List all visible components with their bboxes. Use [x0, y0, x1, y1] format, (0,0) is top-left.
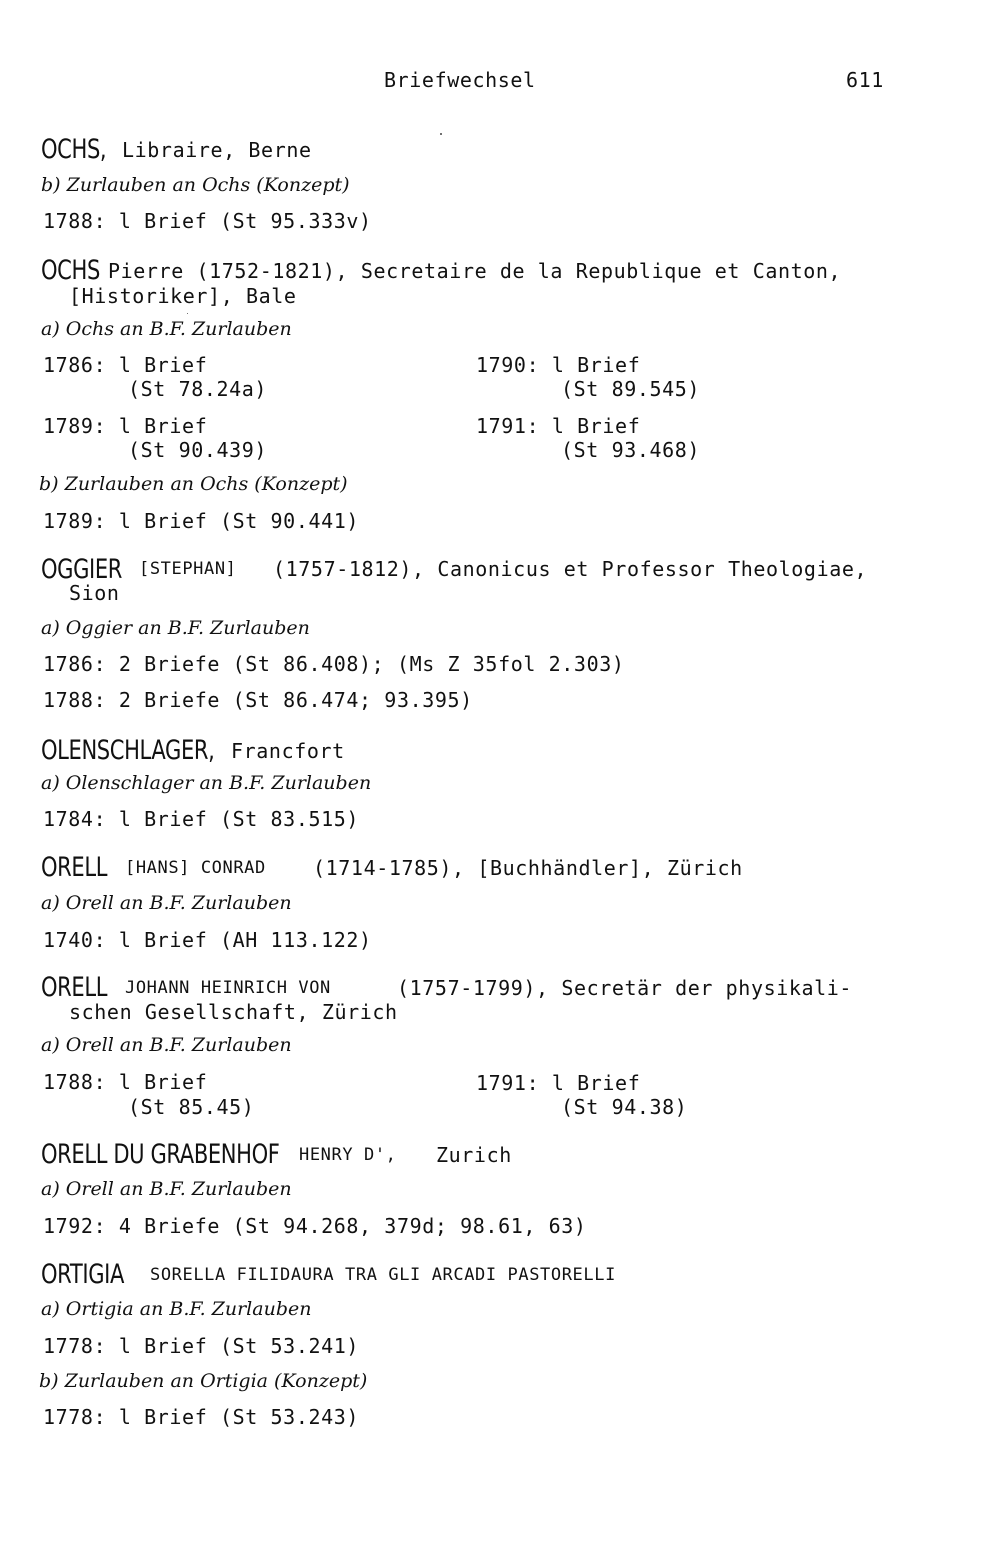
section-label-a: a) Orell an B.F. Zurlauben: [41, 1034, 292, 1056]
letter-record-ref: (St 93.468): [561, 438, 701, 462]
section-label-a: a) Orell an B.F. Zurlauben: [41, 892, 292, 914]
letter-record-year: 1786: l Brief: [43, 353, 208, 377]
entry-forename: [STEPHAN]: [139, 559, 237, 579]
scan-speck: [440, 133, 442, 135]
section-label-b: b) Zurlauben an Ochs (Konzept): [39, 473, 348, 495]
section-label-a: a) Ochs an B.F. Zurlauben: [41, 318, 292, 340]
section-label-b: b) Zurlauben an Ortigia (Konzept): [39, 1370, 368, 1392]
letter-record: 1778: l Brief (St 53.243): [43, 1405, 360, 1429]
section-label-a: a) Ortigia an B.F. Zurlauben: [41, 1298, 312, 1320]
letter-record: 1786: 2 Briefe (St 86.408); (Ms Z 35fol 2.303): [43, 652, 625, 676]
entry-headword: ORELL: [41, 972, 108, 1003]
entry-forename: JOHANN HEINRICH VON: [125, 978, 331, 998]
entry-description: (1757-1812), Canonicus et Professor Theologiae,: [273, 557, 868, 581]
entry-headword: OCHS: [41, 255, 100, 286]
entry-description-cont: Sion: [69, 581, 120, 605]
entry-headword: OGGIER: [41, 554, 123, 585]
entry-description: Pierre (1752-1821), Secretaire de la Republique et Canton,: [108, 259, 842, 283]
running-title: Briefwechsel: [384, 68, 536, 92]
letter-record: 1788: l Brief (St 95.333v): [43, 209, 372, 233]
letter-record-year: 1790: l Brief: [476, 353, 641, 377]
entry-forename: [HANS] CONRAD: [125, 858, 266, 878]
scan-speck: [187, 313, 188, 314]
letter-record-ref: (St 78.24a): [128, 377, 268, 401]
entry-forename: HENRY D',: [299, 1145, 397, 1165]
letter-record: 1778: l Brief (St 53.241): [43, 1334, 360, 1358]
letter-record-ref: (St 90.439): [128, 438, 268, 462]
letter-record-year: 1791: l Brief: [476, 414, 641, 438]
letter-record: 1788: 2 Briefe (St 86.474; 93.395): [43, 688, 473, 712]
entry-headword: OCHS,: [41, 134, 107, 165]
entry-headword: ORTIGIA: [41, 1259, 124, 1290]
section-label-a: a) Olenschlager an B.F. Zurlauben: [41, 772, 372, 794]
letter-record: 1740: l Brief (AH 113.122): [43, 928, 372, 952]
section-label-b: b) Zurlauben an Ochs (Konzept): [41, 174, 350, 196]
entry-description: (1714-1785), [Buchhändler], Zürich: [313, 856, 743, 880]
entry-description: Francfort: [231, 739, 345, 763]
page-number: 611: [846, 68, 884, 92]
letter-record-year: 1788: l Brief: [43, 1070, 208, 1094]
section-label-a: a) Orell an B.F. Zurlauben: [41, 1178, 292, 1200]
letter-record-ref: (St 89.545): [561, 377, 701, 401]
letter-record: 1789: l Brief (St 90.441): [43, 509, 360, 533]
entry-description: Zurich: [436, 1143, 512, 1167]
entry-description: (1757-1799), Secretär der physikali-: [397, 976, 853, 1000]
entry-headword: ORELL DU GRABENHOF: [41, 1139, 280, 1170]
entry-description-cont: schen Gesellschaft, Zürich: [69, 1000, 398, 1024]
entry-description: Libraire, Berne: [122, 138, 312, 162]
entry-headword: ORELL: [41, 852, 108, 883]
entry-forename: SORELLA FILIDAURA TRA GLI ARCADI PASTORELLI: [150, 1265, 616, 1285]
letter-record: 1784: l Brief (St 83.515): [43, 807, 360, 831]
letter-record-ref: (St 85.45): [128, 1095, 255, 1119]
entry-headword: OLENSCHLAGER,: [41, 735, 215, 766]
letter-record: 1792: 4 Briefe (St 94.268, 379d; 98.61, 63): [43, 1214, 587, 1238]
letter-record-year: 1791: l Brief: [476, 1071, 641, 1095]
section-label-a: a) Oggier an B.F. Zurlauben: [41, 617, 310, 639]
entry-description-cont: [Historiker], Bale: [69, 284, 297, 308]
letter-record-ref: (St 94.38): [561, 1095, 688, 1119]
letter-record-year: 1789: l Brief: [43, 414, 208, 438]
